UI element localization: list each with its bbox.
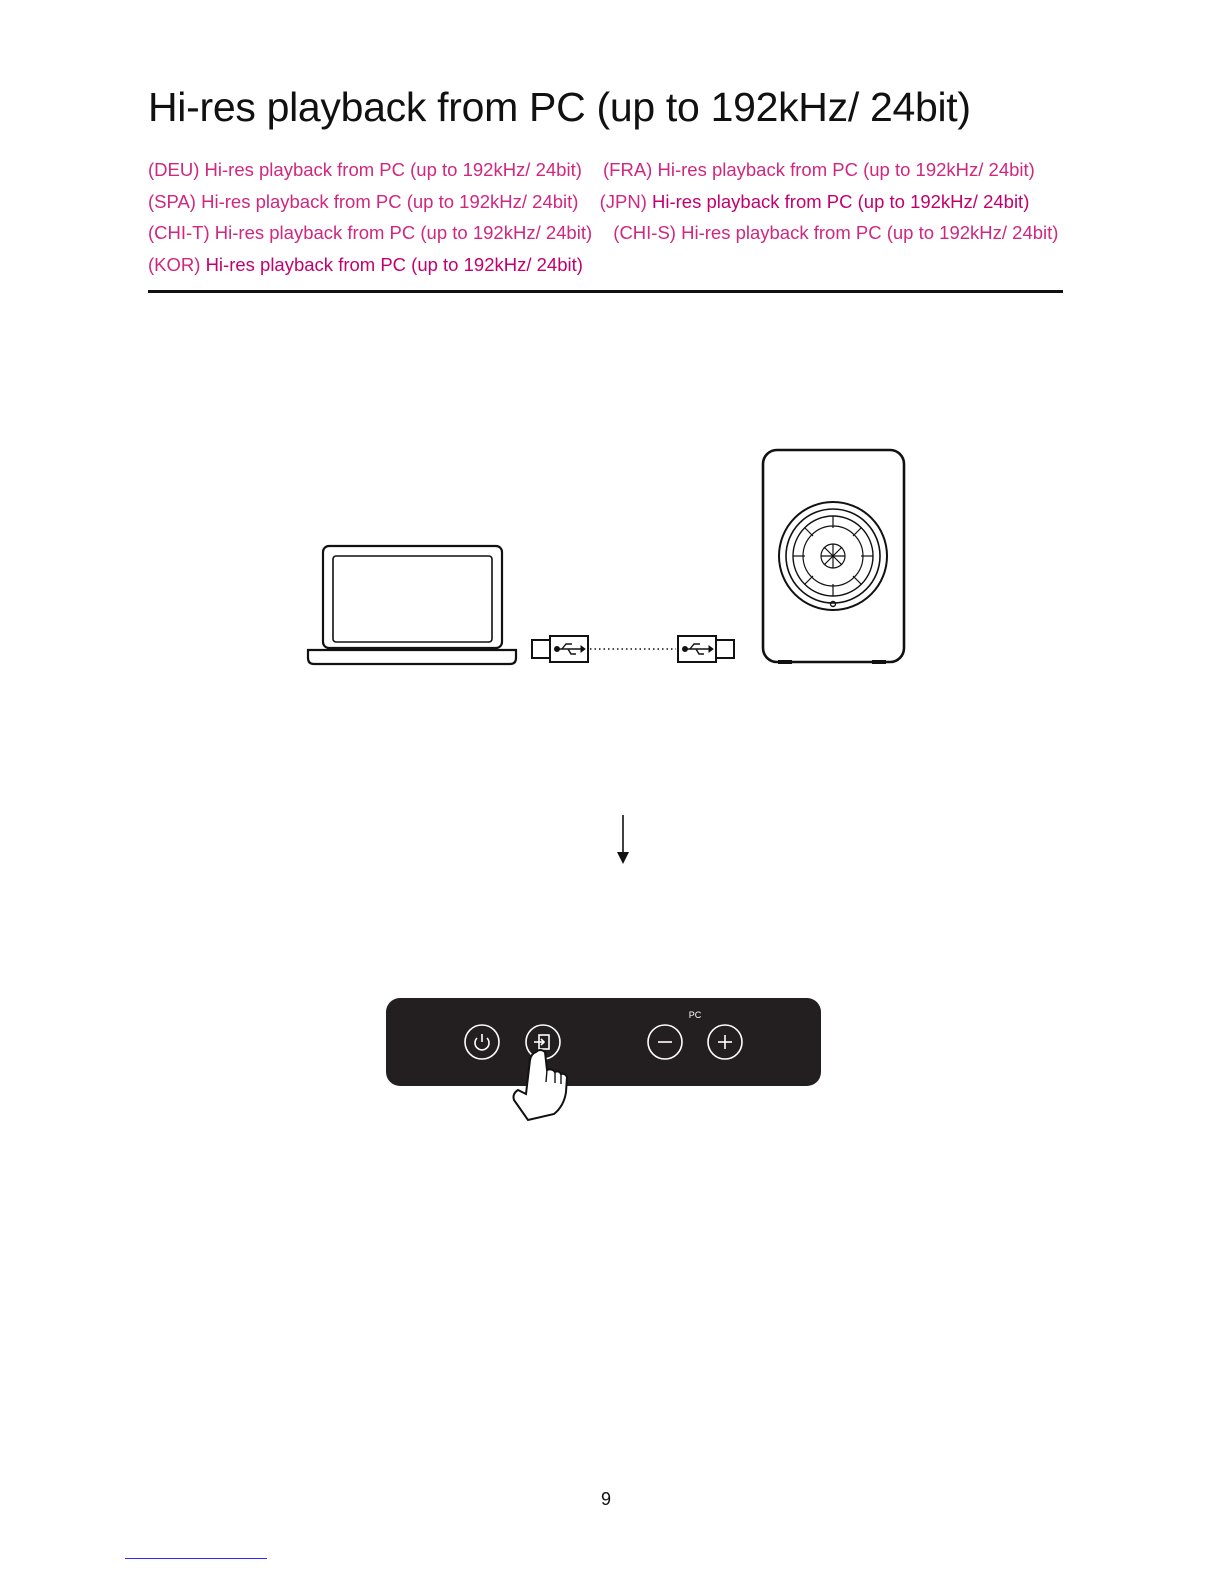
language-code: (SPA) <box>148 190 196 212</box>
panel-label: PC <box>688 1010 702 1020</box>
translation-text: Hi-res playback from PC (up to 192kHz/ 24bit) <box>657 159 1035 180</box>
translation-text: Hi-res playback from PC (up to 192kHz/ 24bit) <box>201 190 579 212</box>
title-divider <box>148 290 1063 293</box>
language-code: (CHI-S) <box>613 222 676 243</box>
translation-spa <box>148 191 578 212</box>
arrow-down-icon <box>612 814 636 868</box>
translation-deu <box>148 159 582 180</box>
translation-text: Hi-res playback from PC (up to 192kHz/ 24bit) <box>214 222 593 243</box>
translation-text: Hi-res playback from PC (up to 192kHz/ 24bit) <box>204 159 582 180</box>
translation-jpn <box>600 191 1030 212</box>
usb-plug-left-icon <box>532 636 588 662</box>
page-title: Hi-res playback from PC (up to 192kHz/ 24bit) <box>148 84 971 130</box>
connection-diagram <box>300 440 920 680</box>
footer-link-underline[interactable] <box>125 1558 267 1559</box>
translation-chi-s <box>613 222 1058 243</box>
language-code: (CHI-T) <box>148 222 210 243</box>
translation-chi-t <box>148 222 592 243</box>
translated-titles <box>148 154 1078 280</box>
translation-text: Hi-res playback from PC (up to 192kHz/ 24bit) <box>652 190 1030 212</box>
translation-kor <box>148 254 583 275</box>
laptop-icon <box>308 546 516 664</box>
language-code: (JPN) <box>599 190 647 212</box>
language-code: (FRA) <box>603 159 653 180</box>
language-code: (KOR) <box>148 253 201 275</box>
page-number: 9 <box>600 1489 611 1509</box>
speaker-icon <box>763 450 904 664</box>
translation-fra <box>603 159 1035 180</box>
translation-text: Hi-res playback from PC (up to 192kHz/ 24bit) <box>205 253 583 275</box>
translation-text: Hi-res playback from PC (up to 192kHz/ 24bit) <box>681 222 1059 243</box>
control-panel <box>380 990 830 1130</box>
usb-plug-right-icon <box>678 636 734 662</box>
language-code: (DEU) <box>148 159 200 180</box>
